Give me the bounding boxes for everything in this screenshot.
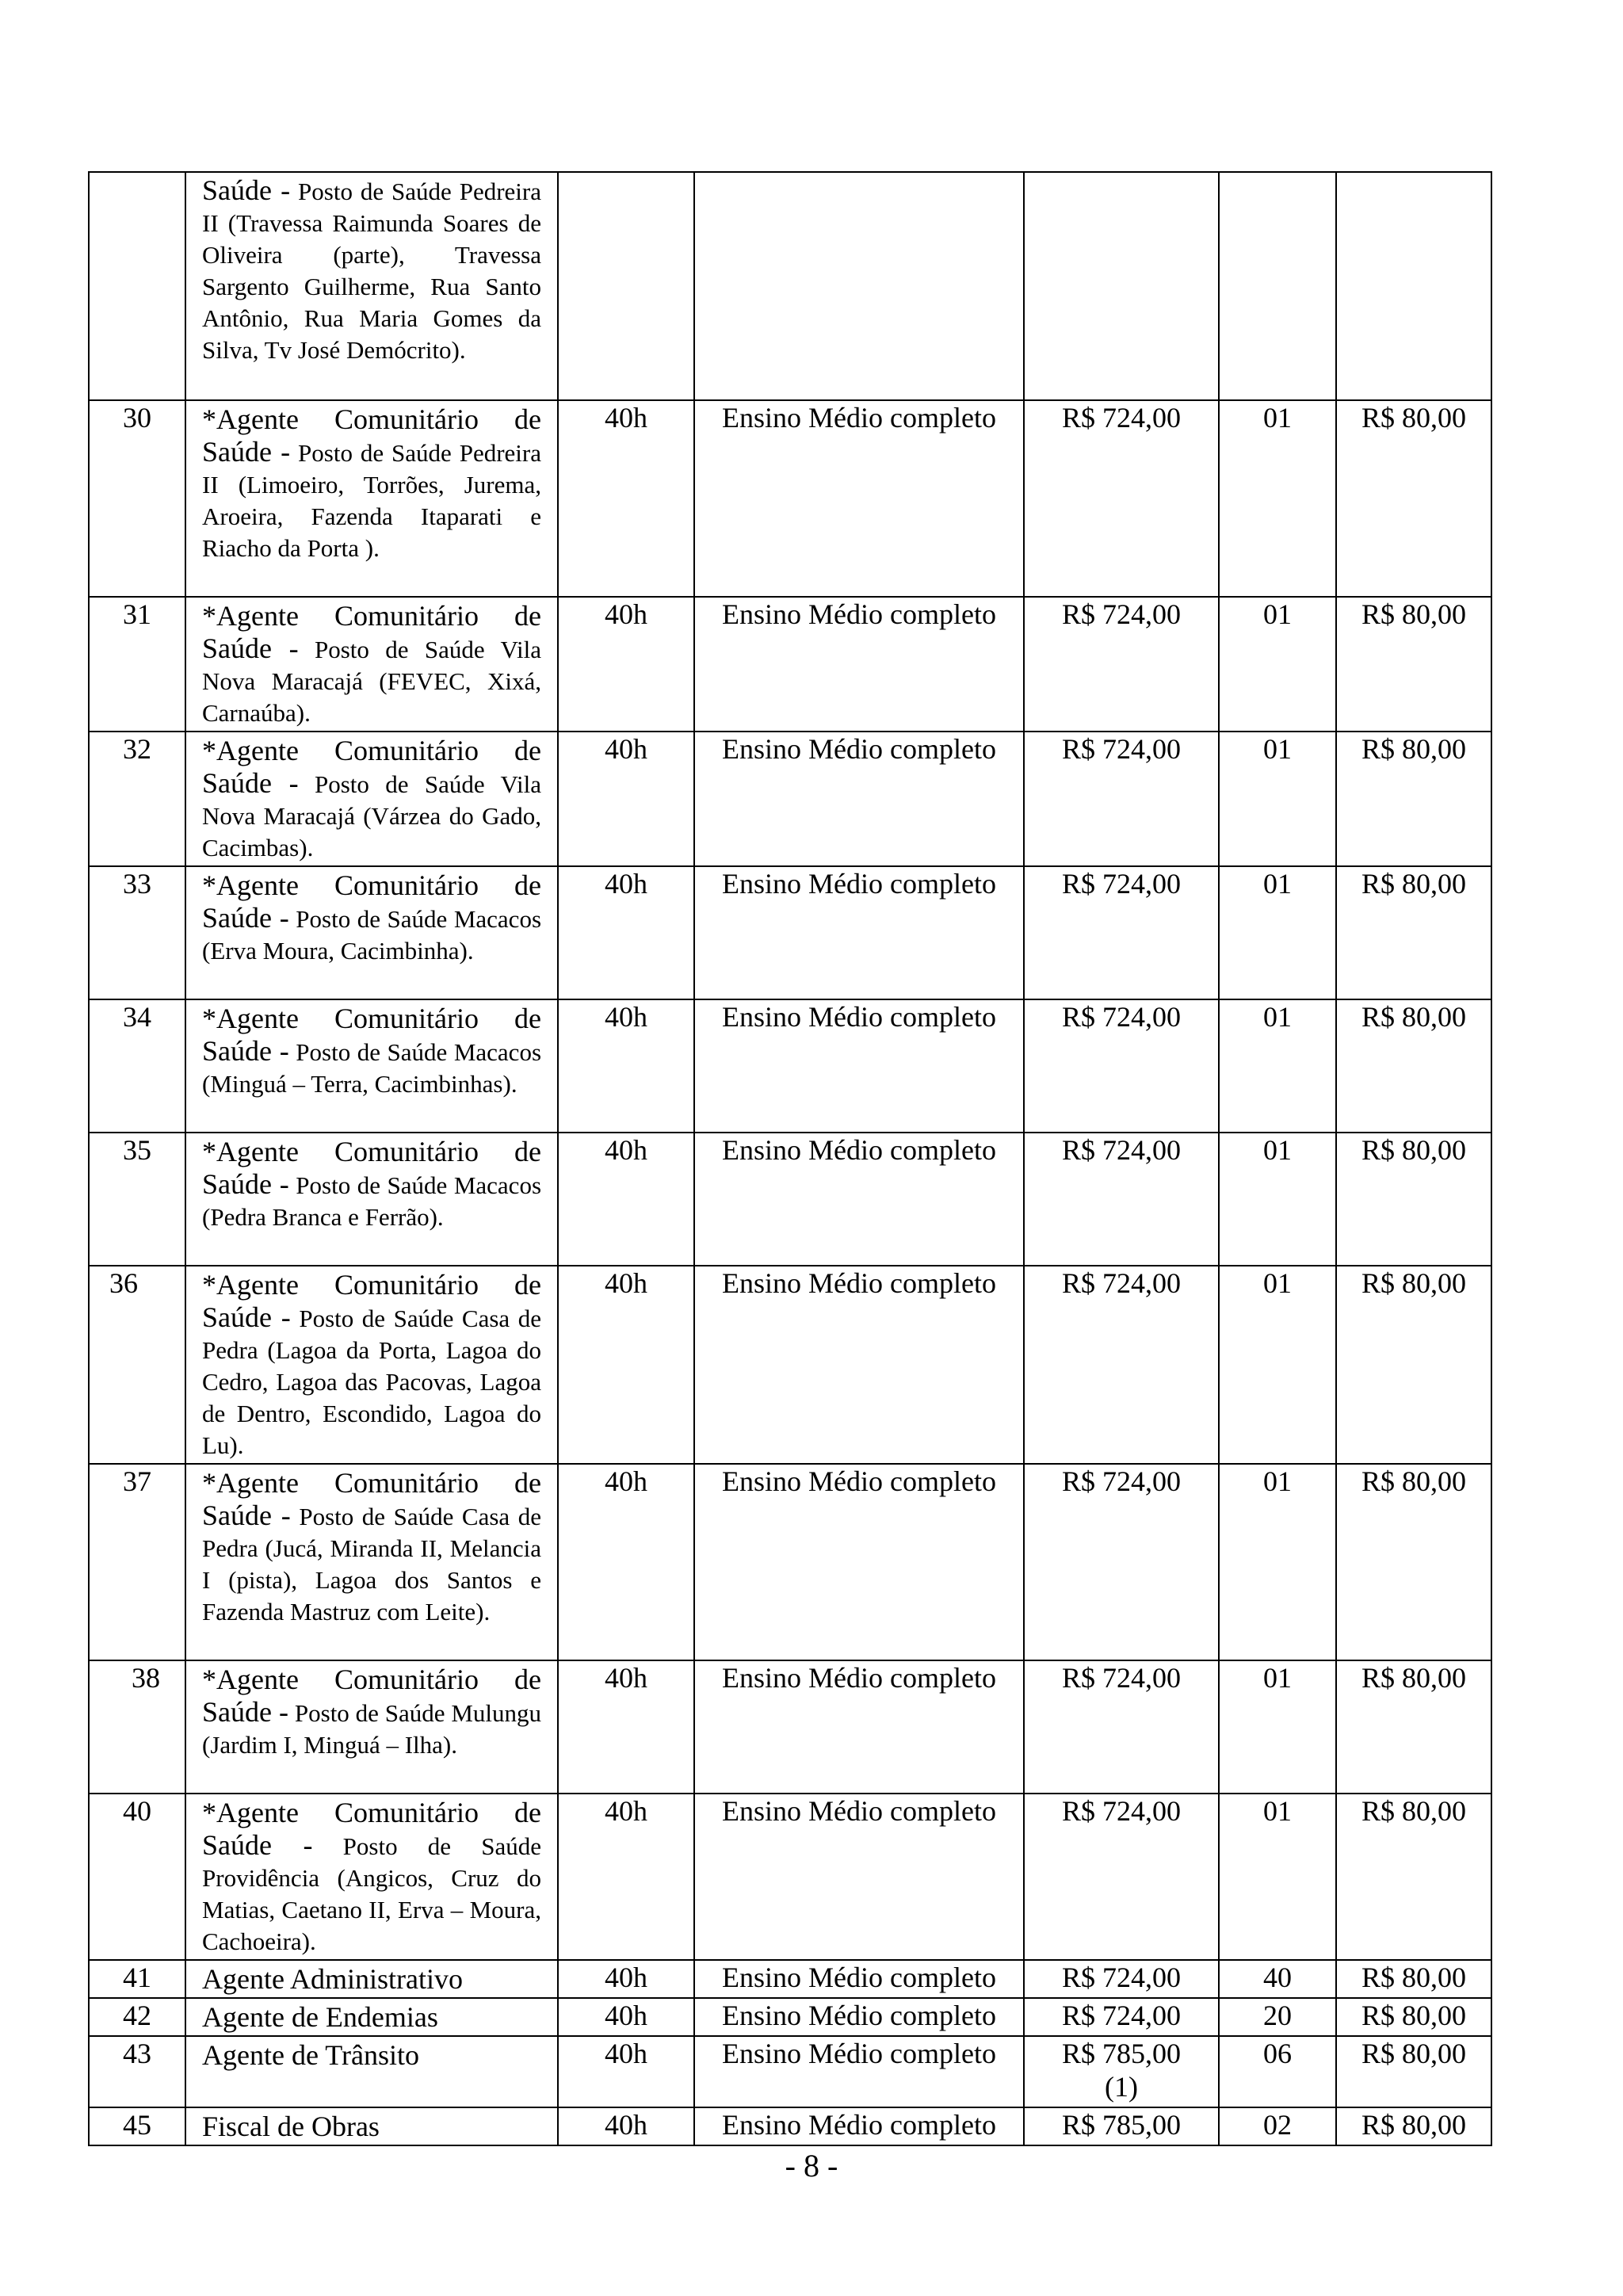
job-location-description bbox=[202, 1301, 541, 1461]
registration-fee: R$ 80,00 bbox=[1361, 868, 1466, 900]
workload-cell bbox=[558, 1960, 694, 1998]
row-number-cell bbox=[89, 732, 185, 866]
job-title: Agente de Endemias bbox=[202, 2001, 438, 2033]
job-location-text: Posto de Saúde Macacos (Minguá – Terra, Cacimbinhas). bbox=[202, 1038, 542, 1098]
workload-cell bbox=[558, 2036, 694, 2107]
job-location-text: Posto de Saúde Casa de Pedra (Jucá, Miranda II, Melancia I (pista), Lagoa dos Santos e Fazenda Mastruz com Leite). bbox=[202, 1503, 541, 1626]
row-number-cell bbox=[89, 1998, 185, 2036]
job-lead-label: Saúde - bbox=[202, 1499, 291, 1531]
requirement-cell bbox=[694, 866, 1024, 999]
workload: 40h bbox=[605, 1267, 647, 1299]
requirement-cell bbox=[694, 1266, 1024, 1464]
workload: 40h bbox=[605, 1962, 647, 1993]
row-number-cell bbox=[89, 866, 185, 999]
row-number-cell bbox=[89, 172, 185, 400]
requirement: Ensino Médio completo bbox=[722, 2038, 996, 2069]
table-row bbox=[89, 732, 1491, 866]
row-number-cell bbox=[89, 2036, 185, 2107]
workload: 40h bbox=[605, 868, 647, 900]
workload-cell bbox=[558, 172, 694, 400]
table-row bbox=[89, 1133, 1491, 1266]
vacancies-cell bbox=[1219, 1133, 1336, 1266]
job-title-cell bbox=[185, 732, 558, 866]
salary-cell bbox=[1024, 597, 1219, 732]
workload-cell bbox=[558, 400, 694, 597]
salary-cell bbox=[1024, 732, 1219, 866]
workload: 40h bbox=[605, 2038, 647, 2069]
salary-cell bbox=[1024, 1266, 1219, 1464]
job-title: Agente Administrativo bbox=[202, 1963, 463, 1995]
vacancies: 01 bbox=[1263, 1795, 1292, 1827]
workload: 40h bbox=[605, 2109, 647, 2141]
vacancies: 01 bbox=[1263, 1267, 1292, 1299]
salary-cell bbox=[1024, 999, 1219, 1133]
row-number: 34 bbox=[123, 1001, 151, 1033]
table-row bbox=[89, 172, 1491, 400]
table-row bbox=[89, 2107, 1491, 2145]
vacancies: 06 bbox=[1263, 2038, 1292, 2069]
workload: 40h bbox=[605, 733, 647, 765]
fee-cell bbox=[1336, 1133, 1491, 1266]
salary-cell bbox=[1024, 1464, 1219, 1660]
workload-cell bbox=[558, 1660, 694, 1794]
job-title-cell bbox=[185, 597, 558, 732]
job-title-cell bbox=[185, 1960, 558, 1998]
workload-cell bbox=[558, 1998, 694, 2036]
salary-cell bbox=[1024, 2107, 1219, 2145]
job-title-cell bbox=[185, 1266, 558, 1464]
workload-cell bbox=[558, 597, 694, 732]
vacancies: 01 bbox=[1263, 402, 1292, 434]
vacancies-cell bbox=[1219, 1794, 1336, 1960]
job-lead-label: Saúde - bbox=[202, 1829, 313, 1861]
salary: R$ 724,00 bbox=[1061, 1267, 1181, 1299]
salary-cell bbox=[1024, 1660, 1219, 1794]
positions-table-body bbox=[89, 172, 1491, 2145]
table-row bbox=[89, 1464, 1491, 1660]
registration-fee: R$ 80,00 bbox=[1361, 1134, 1466, 1166]
requirement-cell bbox=[694, 400, 1024, 597]
row-number: 42 bbox=[123, 2000, 151, 2031]
job-location-description bbox=[202, 1499, 541, 1628]
job-title: *Agente Comunitário de bbox=[202, 1467, 541, 1499]
job-title-cell bbox=[185, 1464, 558, 1660]
row-number: 40 bbox=[123, 1795, 151, 1827]
salary: R$ 724,00 bbox=[1061, 1001, 1181, 1033]
fee-cell bbox=[1336, 597, 1491, 732]
workload-cell bbox=[558, 732, 694, 866]
job-lead-label: Saúde - bbox=[202, 767, 299, 799]
workload: 40h bbox=[605, 1465, 647, 1497]
salary-note: (1) bbox=[1105, 2071, 1138, 2103]
job-title-cell bbox=[185, 2107, 558, 2145]
job-location-description bbox=[202, 902, 541, 967]
job-title: *Agente Comunitário de bbox=[202, 1664, 541, 1695]
workload: 40h bbox=[605, 1001, 647, 1033]
job-title: Agente de Trânsito bbox=[202, 2039, 419, 2071]
requirement: Ensino Médio completo bbox=[722, 1795, 996, 1827]
job-title-cell bbox=[185, 999, 558, 1133]
row-number: 43 bbox=[123, 2038, 151, 2069]
registration-fee: R$ 80,00 bbox=[1361, 598, 1466, 630]
salary: R$ 724,00 bbox=[1061, 1795, 1181, 1827]
salary-cell bbox=[1024, 1998, 1219, 2036]
requirement: Ensino Médio completo bbox=[722, 733, 996, 765]
requirement-cell bbox=[694, 1464, 1024, 1660]
fee-cell bbox=[1336, 1960, 1491, 1998]
job-lead-label: Saúde - bbox=[202, 1696, 289, 1728]
requirement-cell bbox=[694, 1998, 1024, 2036]
job-lead-label: Saúde - bbox=[202, 1301, 291, 1333]
salary: R$ 785,00 bbox=[1061, 2038, 1181, 2069]
job-title: *Agente Comunitário de bbox=[202, 869, 541, 901]
vacancies-cell bbox=[1219, 1998, 1336, 2036]
requirement-cell bbox=[694, 1794, 1024, 1960]
requirement: Ensino Médio completo bbox=[722, 868, 996, 900]
job-location-text: Posto de Saúde Mulungu (Jardim I, Minguá – Ilha). bbox=[202, 1699, 542, 1759]
registration-fee: R$ 80,00 bbox=[1361, 2038, 1466, 2069]
workload: 40h bbox=[605, 402, 647, 434]
row-number: 37 bbox=[123, 1465, 151, 1497]
requirement: Ensino Médio completo bbox=[722, 1962, 996, 1993]
job-lead-label: Saúde - bbox=[202, 174, 291, 206]
registration-fee: R$ 80,00 bbox=[1361, 2109, 1466, 2141]
salary-cell bbox=[1024, 400, 1219, 597]
vacancies: 02 bbox=[1263, 2109, 1292, 2141]
vacancies-cell bbox=[1219, 999, 1336, 1133]
row-number: 41 bbox=[123, 1962, 151, 1993]
salary: R$ 724,00 bbox=[1061, 402, 1181, 434]
workload-cell bbox=[558, 866, 694, 999]
vacancies-cell bbox=[1219, 1660, 1336, 1794]
job-title: *Agente Comunitário de bbox=[202, 735, 541, 766]
job-location-description bbox=[202, 1168, 541, 1233]
registration-fee: R$ 80,00 bbox=[1361, 1795, 1466, 1827]
workload: 40h bbox=[605, 2000, 647, 2031]
requirement: Ensino Médio completo bbox=[722, 2000, 996, 2031]
table-row bbox=[89, 1660, 1491, 1794]
workload-cell bbox=[558, 999, 694, 1133]
row-number-cell bbox=[89, 1960, 185, 1998]
vacancies: 01 bbox=[1263, 868, 1292, 900]
requirement-cell bbox=[694, 1960, 1024, 1998]
requirement: Ensino Médio completo bbox=[722, 598, 996, 630]
requirement-cell bbox=[694, 597, 1024, 732]
row-number: 30 bbox=[123, 402, 151, 434]
workload: 40h bbox=[605, 1795, 647, 1827]
table-row bbox=[89, 999, 1491, 1133]
job-location-text: Posto de Saúde Pedreira II (Travessa Raimunda Soares de Oliveira (parte), Travessa Sargento Guilherme, Rua Santo Antônio, Rua Maria Gomes da Silva, Tv José Demócrito). bbox=[202, 178, 542, 364]
salary-cell bbox=[1024, 172, 1219, 400]
job-title: Fiscal de Obras bbox=[202, 2111, 380, 2142]
row-number: 32 bbox=[123, 733, 151, 765]
requirement: Ensino Médio completo bbox=[722, 1267, 996, 1299]
job-title-cell bbox=[185, 400, 558, 597]
vacancies-cell bbox=[1219, 400, 1336, 597]
requirement-cell bbox=[694, 732, 1024, 866]
registration-fee: R$ 80,00 bbox=[1361, 1662, 1466, 1694]
vacancies-cell bbox=[1219, 597, 1336, 732]
salary: R$ 724,00 bbox=[1061, 598, 1181, 630]
job-title-cell bbox=[185, 1133, 558, 1266]
requirement: Ensino Médio completo bbox=[722, 1134, 996, 1166]
fee-cell bbox=[1336, 400, 1491, 597]
job-location-description bbox=[202, 1829, 541, 1958]
workload-cell bbox=[558, 1464, 694, 1660]
vacancies: 01 bbox=[1263, 733, 1292, 765]
vacancies: 20 bbox=[1263, 2000, 1292, 2031]
table-row bbox=[89, 1266, 1491, 1464]
row-number: 38 bbox=[132, 1662, 160, 1694]
salary: R$ 724,00 bbox=[1061, 1134, 1181, 1166]
workload-cell bbox=[558, 1133, 694, 1266]
row-number-cell bbox=[89, 1464, 185, 1660]
fee-cell bbox=[1336, 866, 1491, 999]
requirement-cell bbox=[694, 1660, 1024, 1794]
fee-cell bbox=[1336, 172, 1491, 400]
vacancies-cell bbox=[1219, 172, 1336, 400]
job-title: *Agente Comunitário de bbox=[202, 1136, 541, 1167]
vacancies: 01 bbox=[1263, 1465, 1292, 1497]
registration-fee: R$ 80,00 bbox=[1361, 1001, 1466, 1033]
job-title: *Agente Comunitário de bbox=[202, 1003, 541, 1034]
row-number-cell bbox=[89, 1794, 185, 1960]
vacancies: 01 bbox=[1263, 598, 1292, 630]
table-row bbox=[89, 2036, 1491, 2107]
salary: R$ 724,00 bbox=[1061, 1662, 1181, 1694]
job-title-cell bbox=[185, 1660, 558, 1794]
job-lead-label: Saúde - bbox=[202, 632, 299, 664]
job-location-description bbox=[202, 767, 541, 864]
requirement-cell bbox=[694, 2036, 1024, 2107]
vacancies-cell bbox=[1219, 2107, 1336, 2145]
requirement-cell bbox=[694, 1133, 1024, 1266]
vacancies: 40 bbox=[1263, 1962, 1292, 1993]
fee-cell bbox=[1336, 1464, 1491, 1660]
job-title-cell bbox=[185, 1998, 558, 2036]
fee-cell bbox=[1336, 1998, 1491, 2036]
job-location-description bbox=[202, 174, 541, 366]
job-location-text: Posto de Saúde Pedreira II (Limoeiro, Torrões, Jurema, Aroeira, Fazenda Itaparati e Riacho da Porta ). bbox=[202, 439, 542, 562]
workload-cell bbox=[558, 2107, 694, 2145]
job-lead-label: Saúde - bbox=[202, 902, 289, 934]
job-lead-label: Saúde - bbox=[202, 436, 291, 468]
row-number-cell bbox=[89, 999, 185, 1133]
job-location-description bbox=[202, 1035, 541, 1100]
registration-fee: R$ 80,00 bbox=[1361, 1962, 1466, 1993]
fee-cell bbox=[1336, 1794, 1491, 1960]
job-title-cell bbox=[185, 866, 558, 999]
requirement: Ensino Médio completo bbox=[722, 1465, 996, 1497]
page-number: - 8 - bbox=[785, 2148, 838, 2183]
row-number: 36 bbox=[109, 1267, 138, 1299]
positions-table bbox=[88, 171, 1492, 2146]
job-title: *Agente Comunitário de bbox=[202, 600, 541, 632]
row-number-cell bbox=[89, 400, 185, 597]
job-title: *Agente Comunitário de bbox=[202, 1797, 541, 1828]
row-number-cell bbox=[89, 1133, 185, 1266]
table-row bbox=[89, 597, 1491, 732]
row-number: 33 bbox=[123, 868, 151, 900]
salary-cell bbox=[1024, 1960, 1219, 1998]
workload-cell bbox=[558, 1794, 694, 1960]
salary: R$ 724,00 bbox=[1061, 1465, 1181, 1497]
row-number-cell bbox=[89, 1660, 185, 1794]
requirement: Ensino Médio completo bbox=[722, 1001, 996, 1033]
workload: 40h bbox=[605, 1134, 647, 1166]
requirement-cell bbox=[694, 2107, 1024, 2145]
row-number: 45 bbox=[123, 2109, 151, 2141]
job-location-description bbox=[202, 632, 541, 729]
job-title: *Agente Comunitário de bbox=[202, 403, 541, 435]
vacancies-cell bbox=[1219, 732, 1336, 866]
table-row bbox=[89, 1998, 1491, 2036]
row-number-cell bbox=[89, 597, 185, 732]
vacancies: 01 bbox=[1263, 1134, 1292, 1166]
row-number-cell bbox=[89, 1266, 185, 1464]
requirement: Ensino Médio completo bbox=[722, 2109, 996, 2141]
vacancies: 01 bbox=[1263, 1001, 1292, 1033]
registration-fee: R$ 80,00 bbox=[1361, 1465, 1466, 1497]
requirement-cell bbox=[694, 172, 1024, 400]
job-location-description bbox=[202, 436, 541, 564]
fee-cell bbox=[1336, 1266, 1491, 1464]
job-location-text: Posto de Saúde Macacos (Pedra Branca e Ferrão). bbox=[202, 1171, 542, 1231]
job-title-cell bbox=[185, 1794, 558, 1960]
job-lead-label: Saúde - bbox=[202, 1168, 289, 1200]
requirement: Ensino Médio completo bbox=[722, 1662, 996, 1694]
job-location-text: Posto de Saúde Providência (Angicos, Cruz do Matias, Caetano II, Erva – Moura, Cachoeira). bbox=[202, 1832, 542, 1955]
salary-cell bbox=[1024, 2036, 1219, 2107]
row-number: 31 bbox=[123, 598, 151, 630]
salary-cell bbox=[1024, 1133, 1219, 1266]
table-row bbox=[89, 1960, 1491, 1998]
registration-fee: R$ 80,00 bbox=[1361, 402, 1466, 434]
registration-fee: R$ 80,00 bbox=[1361, 1267, 1466, 1299]
salary: R$ 724,00 bbox=[1061, 733, 1181, 765]
workload-cell bbox=[558, 1266, 694, 1464]
salary: R$ 724,00 bbox=[1061, 868, 1181, 900]
job-lead-label: Saúde - bbox=[202, 1035, 289, 1067]
fee-cell bbox=[1336, 1660, 1491, 1794]
vacancies-cell bbox=[1219, 1464, 1336, 1660]
fee-cell bbox=[1336, 732, 1491, 866]
salary-cell bbox=[1024, 1794, 1219, 1960]
job-location-text: Posto de Saúde Vila Nova Maracajá (Várzea do Gado, Cacimbas). bbox=[202, 770, 542, 861]
vacancies-cell bbox=[1219, 2036, 1336, 2107]
job-location-description bbox=[202, 1696, 541, 1761]
row-number-cell bbox=[89, 2107, 185, 2145]
job-title: *Agente Comunitário de bbox=[202, 1269, 541, 1301]
job-location-text: Posto de Saúde Casa de Pedra (Lagoa da Porta, Lagoa do Cedro, Lagoa das Pacovas, Lagoa de Dentro, Escondido, Lagoa do Lu). bbox=[202, 1305, 541, 1459]
row-number: 35 bbox=[123, 1134, 151, 1166]
vacancies-cell bbox=[1219, 1960, 1336, 1998]
job-location-text: Posto de Saúde Vila Nova Maracajá (FEVEC, Xixá, Carnaúba). bbox=[202, 636, 542, 727]
table-row bbox=[89, 1794, 1491, 1960]
table-row bbox=[89, 866, 1491, 999]
registration-fee: R$ 80,00 bbox=[1361, 2000, 1466, 2031]
requirement: Ensino Médio completo bbox=[722, 402, 996, 434]
job-title-cell bbox=[185, 172, 558, 400]
vacancies: 01 bbox=[1263, 1662, 1292, 1694]
salary-cell bbox=[1024, 866, 1219, 999]
workload: 40h bbox=[605, 598, 647, 630]
job-location-text: Posto de Saúde Macacos (Erva Moura, Cacimbinha). bbox=[202, 905, 542, 965]
vacancies-cell bbox=[1219, 866, 1336, 999]
table-row bbox=[89, 400, 1491, 597]
requirement-cell bbox=[694, 999, 1024, 1133]
registration-fee: R$ 80,00 bbox=[1361, 733, 1466, 765]
vacancies-cell bbox=[1219, 1266, 1336, 1464]
salary: R$ 785,00 bbox=[1061, 2109, 1181, 2141]
salary: R$ 724,00 bbox=[1061, 1962, 1181, 1993]
fee-cell bbox=[1336, 2036, 1491, 2107]
workload: 40h bbox=[605, 1662, 647, 1694]
fee-cell bbox=[1336, 999, 1491, 1133]
salary: R$ 724,00 bbox=[1061, 2000, 1181, 2031]
fee-cell bbox=[1336, 2107, 1491, 2145]
job-title-cell bbox=[185, 2036, 558, 2107]
